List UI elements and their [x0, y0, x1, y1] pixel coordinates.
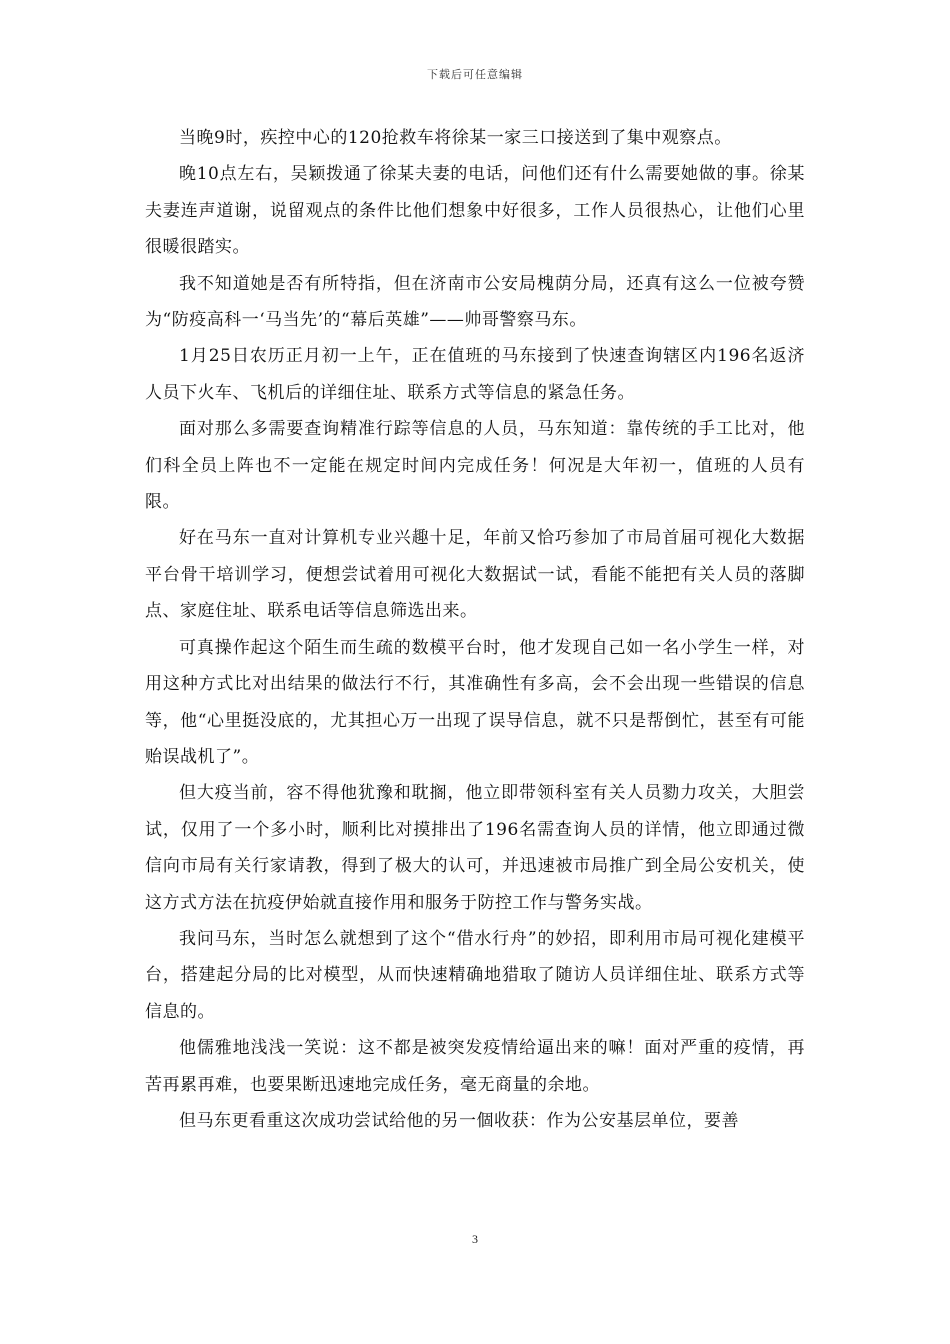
paragraph: 我不知道她是否有所特指，但在济南市公安局槐荫分局，还真有这么一位被夸赞为“防疫高科一‘马当先’的“幕后英雄”——帅哥警察马东。: [145, 273, 805, 331]
paragraph: 1月25日农历正月初一上午，正在值班的马东接到了快速查询辖区内196名返济人员下火车、飞机后的详细住址、联系方式等信息的紧急任务。: [145, 346, 805, 403]
paragraph: 面对那么多需要查询精准行踪等信息的人员，马东知道：靠传统的手工比对，他们科全员上阵也不一定能在规定时间内完成任务！何况是大年初一，值班的人员有限。: [145, 419, 805, 513]
paragraph: 但马东更看重这次成功尝试给他的另一個收获：作为公安基层单位，要善: [179, 1110, 739, 1131]
paragraph: 好在马东一直对计算机专业兴趣十足，年前又恰巧参加了市局首届可视化大数据平台骨干培训学习，便想尝试着用可视化大数据试一试，看能不能把有关人员的落脚点、家庭住址、联系电话等信息筛选出来。: [145, 528, 805, 622]
paragraph: 我问马东，当时怎么就想到了这个“借水行舟”的妙招，即利用市局可视化建模平台，搭建起分局的比对模型，从而快速精确地猎取了随访人员详细住址、联系方式等信息的。: [145, 928, 805, 1022]
document-body: [145, 120, 805, 1139]
page-number: 3: [472, 1232, 478, 1246]
paragraph: 他儒雅地浅浅一笑说：这不都是被突发疫情给逼出来的嘛！面对严重的疫情，再苦再累再难，也要果断迅速地完成任务，毫无商量的余地。: [145, 1038, 805, 1095]
header-note: 下载后可任意编辑: [427, 68, 523, 81]
paragraph: 当晚9时，疾控中心的120抢救车将徐某一家三口接送到了集中观察点。: [179, 128, 732, 148]
paragraph: 可真操作起这个陌生而生疏的数模平台时，他才发现自己如一名小学生一样，对用这种方式比对出结果的做法行不行，其准确性有多高，会不会出现一些错误的信息等，他“心里挺没底的，尤其担心万一出现了误导信息，就不只是帮倒忙，甚至有可能贻误战机了”。: [145, 637, 805, 767]
paragraph: 晚10点左右，吴颖拨通了徐某夫妻的电话，问他们还有什么需要她做的事。徐某夫妻连声道谢，说留观点的条件比他们想象中好很多，工作人员很热心，让他们心里很暖很踏实。: [145, 164, 805, 258]
paragraph: 但大疫当前，容不得他犹豫和耽搁，他立即带领科室有关人员勠力攻关，大胆尝试，仅用了一个多小时，顺利比对摸排出了196名需查询人员的详情，他立即通过微信向市局有关行家请教，得到了极大的认可，并迅速被市局推广到全局公安机关，使这方式方法在抗疫伊始就直接作用和服务于防控工作与警务实战。: [145, 783, 805, 913]
